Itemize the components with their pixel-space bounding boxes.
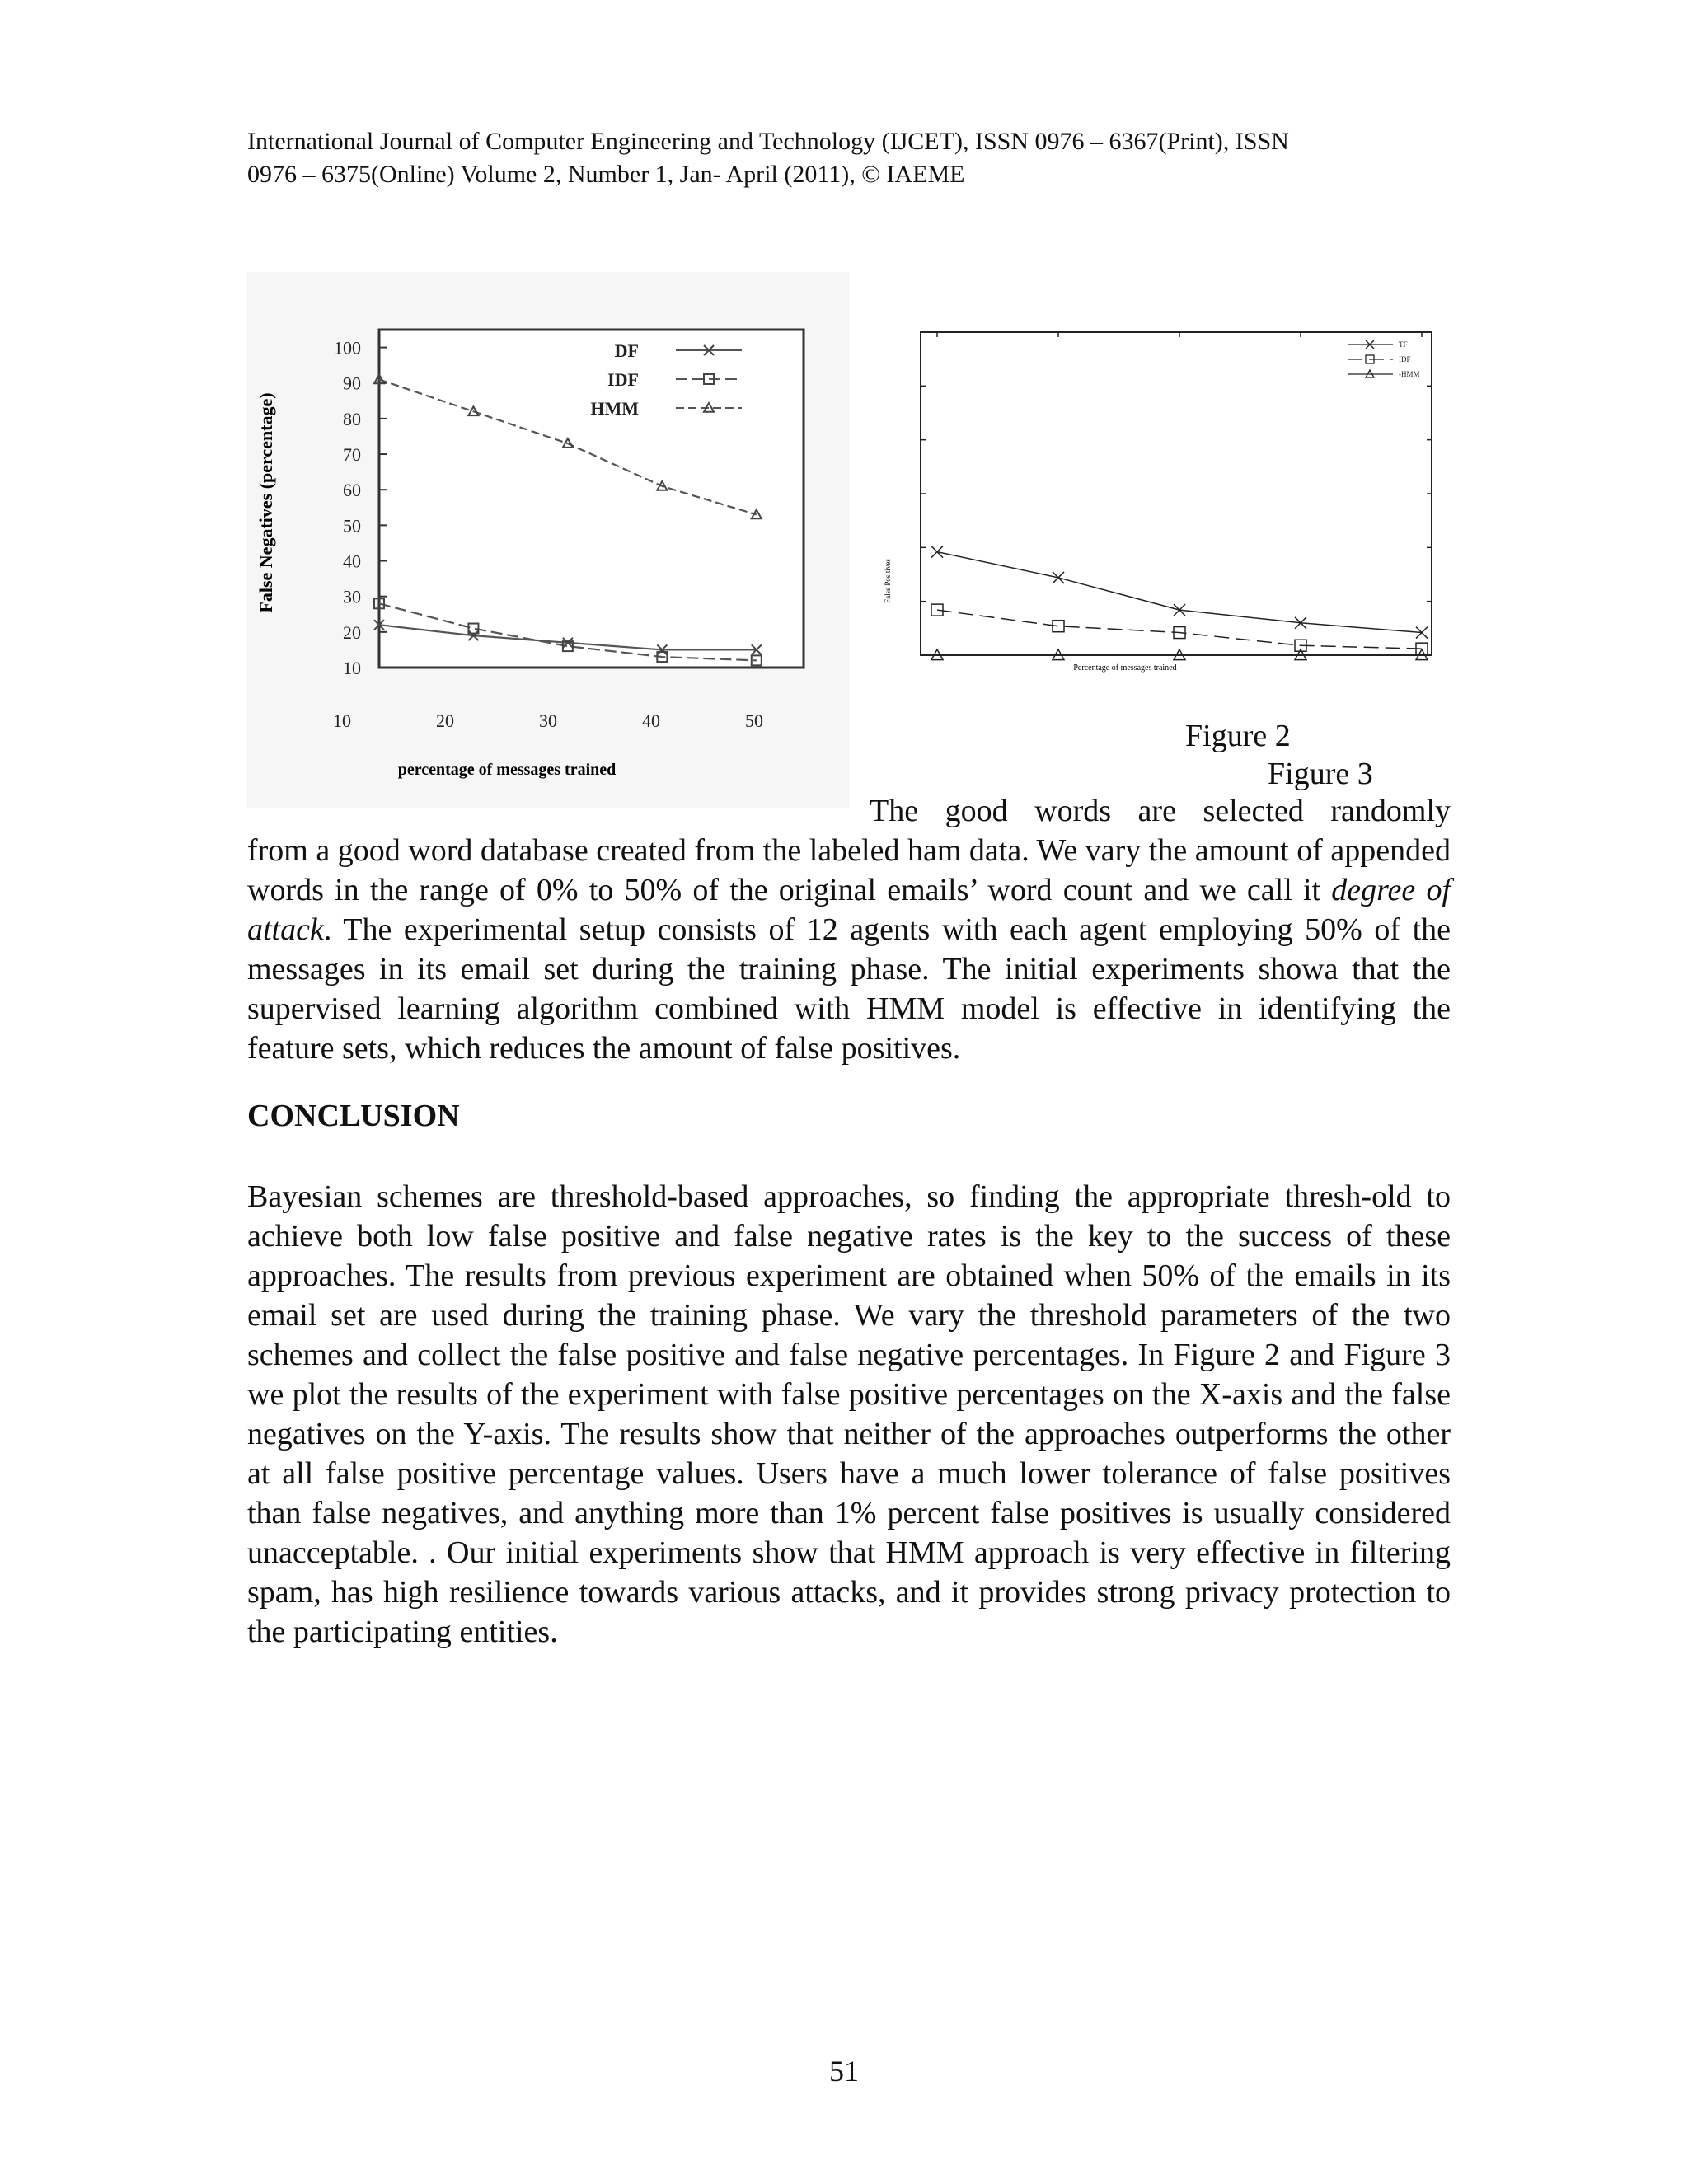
x-axis-label: Percentage of messages trained xyxy=(1073,663,1177,673)
y-tick-label: 50 xyxy=(343,515,361,537)
legend-label: HMM xyxy=(590,398,639,419)
y-tick-label: 20 xyxy=(343,621,361,643)
y-tick-label: 70 xyxy=(343,444,361,466)
y-tick-label: 10 xyxy=(343,658,361,678)
header-line-2: 0976 – 6375(Online) Volume 2, Number 1, Jan- April (2011), © IAEME xyxy=(247,161,965,188)
legend-label: -HMM xyxy=(1399,370,1420,378)
legend-label: DF xyxy=(614,340,639,361)
figure-3-chart xyxy=(861,293,1455,680)
y-tick-label: 100 xyxy=(334,337,361,359)
figure-3-caption: Figure 3 xyxy=(1268,757,1373,791)
legend-label: TF xyxy=(1399,340,1408,349)
paragraph-conclusion: Bayesian schemes are threshold-based approaches, so finding the appropriate thresh-old to achieve both low false positive and false negative rates is the key to the success of these approaches. The results from previous experiment are obtained when 50% of the emails in its email set are used during the training phase. We vary the threshold parameters of the two schemes and collect the false positive and false negative percentages. In Figure 2 and Figure 3 we plot the results of the experiment with false positive percentages on the X-axis and the false negatives on the Y-axis. The results show that neither of the approaches outperforms the other at all false positive percentage values. Users have a much lower tolerance of false positives than false negatives, and anything more than 1% percent false positives is usually considered unacceptable. . Our initial experiments show that HMM approach is very effective in filtering spam, has high resilience towards various attacks, and it provides strong privacy protection to the participating entities. xyxy=(247,1179,1451,1649)
header-line-1: International Journal of Computer Engineering and Technology (IJCET), ISSN 0976 – 6367(Print), ISSN xyxy=(247,128,1289,155)
y-tick-label: 90 xyxy=(343,373,361,394)
paragraph-1-text-b: . The experimental setup consists of 12 agents with each agent employing 50% of the messages in its email set during the training phase. The initial experiments showa that the supervised learning algorithm combined with HMM model is effective in identifying the feature sets, which reduces the amount of false positives. xyxy=(247,912,1451,1066)
y-tick-label: 80 xyxy=(343,408,361,429)
y-tick-label: 40 xyxy=(343,551,361,572)
legend-label: IDF xyxy=(1399,355,1411,363)
plot-frame xyxy=(379,330,804,668)
section-heading-conclusion: CONCLUSION xyxy=(247,1099,460,1133)
x-tick-labels xyxy=(333,710,763,731)
legend-label: IDF xyxy=(607,369,639,390)
x-tick-label: 10 xyxy=(333,710,351,731)
y-tick-label: 60 xyxy=(343,480,361,501)
paragraph-1-text-a: from a good word database created from the labeled ham data. We vary the amount of appended words in the range of 0% to 50% of the original emails’ word count and we call it xyxy=(247,833,1451,907)
running-header xyxy=(247,125,1451,191)
paragraph-1-first-line: The good words are selected randomly xyxy=(870,794,1451,828)
paragraph-1 xyxy=(247,831,1451,1068)
y-axis-label: False Positives xyxy=(884,559,892,603)
page-number: 51 xyxy=(829,2055,859,2088)
figure-2-chart xyxy=(247,272,849,808)
y-axis-label: False Negatives (percentage) xyxy=(256,392,276,613)
x-tick-label: 20 xyxy=(436,710,454,731)
x-axis-label: percentage of messages trained xyxy=(397,761,617,779)
figure-2-caption: Figure 2 xyxy=(1185,719,1291,753)
y-tick-label: 30 xyxy=(343,586,361,607)
degree-of-attack-term: degree of attack xyxy=(247,873,1451,947)
x-tick-label: 30 xyxy=(539,710,557,731)
x-tick-label: 50 xyxy=(745,710,763,731)
x-tick-label: 40 xyxy=(642,710,660,731)
